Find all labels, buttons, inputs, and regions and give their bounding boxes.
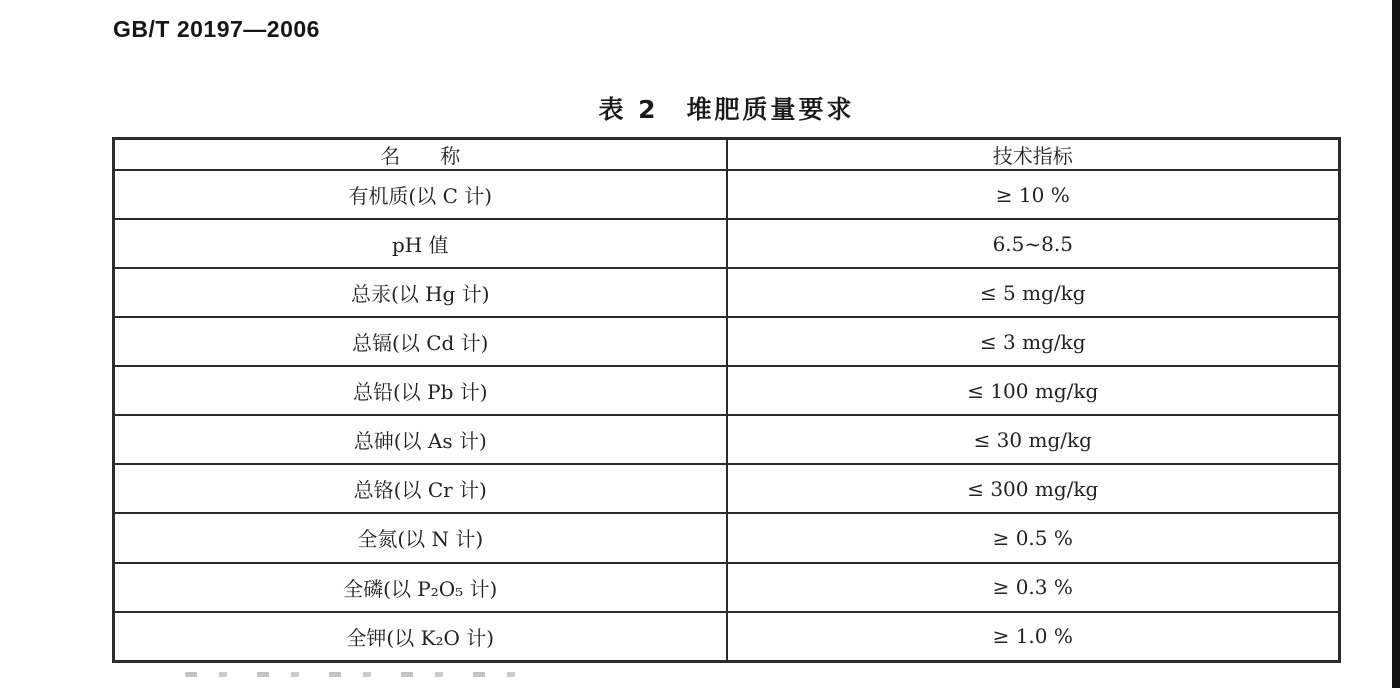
- name-cell: 总镉(以 Cd 计): [114, 317, 727, 366]
- table-row: [114, 563, 1340, 612]
- table-row: [114, 464, 1340, 513]
- standard-code: GB/T 20197—2006: [113, 16, 320, 42]
- indicator-cell: ≥ 0.5 %: [727, 513, 1340, 562]
- scan-edge-strip: [1392, 0, 1400, 688]
- name-cell: 全钾(以 K₂O 计): [114, 612, 727, 662]
- indicator-cell: ≤ 100 mg/kg: [727, 366, 1340, 415]
- table-row: [114, 415, 1340, 464]
- indicator-cell: ≤ 30 mg/kg: [727, 415, 1340, 464]
- cropped-text-artifact: [185, 672, 530, 677]
- table-caption: 表 2 堆肥质量要求: [598, 95, 855, 124]
- header-name-cell: 名 称: [114, 139, 727, 171]
- quality-table-grid: [112, 137, 1341, 663]
- name-cell: pH 值: [114, 219, 727, 268]
- indicator-cell: ≥ 10 %: [727, 170, 1340, 219]
- indicator-cell: 6.5~8.5: [727, 219, 1340, 268]
- name-cell: 总铅(以 Pb 计): [114, 366, 727, 415]
- name-cell: 总砷(以 As 计): [114, 415, 727, 464]
- indicator-cell: ≥ 1.0 %: [727, 612, 1340, 662]
- table-row: [114, 219, 1340, 268]
- name-cell: 全氮(以 N 计): [114, 513, 727, 562]
- table-row: [114, 366, 1340, 415]
- name-cell: 全磷(以 P₂O₅ 计): [114, 563, 727, 612]
- name-cell: 总铬(以 Cr 计): [114, 464, 727, 513]
- indicator-cell: ≤ 300 mg/kg: [727, 464, 1340, 513]
- table-row: [114, 317, 1340, 366]
- indicator-cell: ≤ 5 mg/kg: [727, 268, 1340, 317]
- table-row: [114, 612, 1340, 662]
- name-cell: 总汞(以 Hg 计): [114, 268, 727, 317]
- table-row: [114, 268, 1340, 317]
- indicator-cell: ≥ 0.3 %: [727, 563, 1340, 612]
- quality-table: [112, 137, 1341, 663]
- table-row: [114, 170, 1340, 219]
- table-body: [114, 170, 1340, 662]
- table-row: [114, 513, 1340, 562]
- indicator-cell: ≤ 3 mg/kg: [727, 317, 1340, 366]
- name-cell: 有机质(以 C 计): [114, 170, 727, 219]
- header-indicator-cell: 技术指标: [727, 139, 1340, 171]
- table-header-row: [114, 139, 1340, 171]
